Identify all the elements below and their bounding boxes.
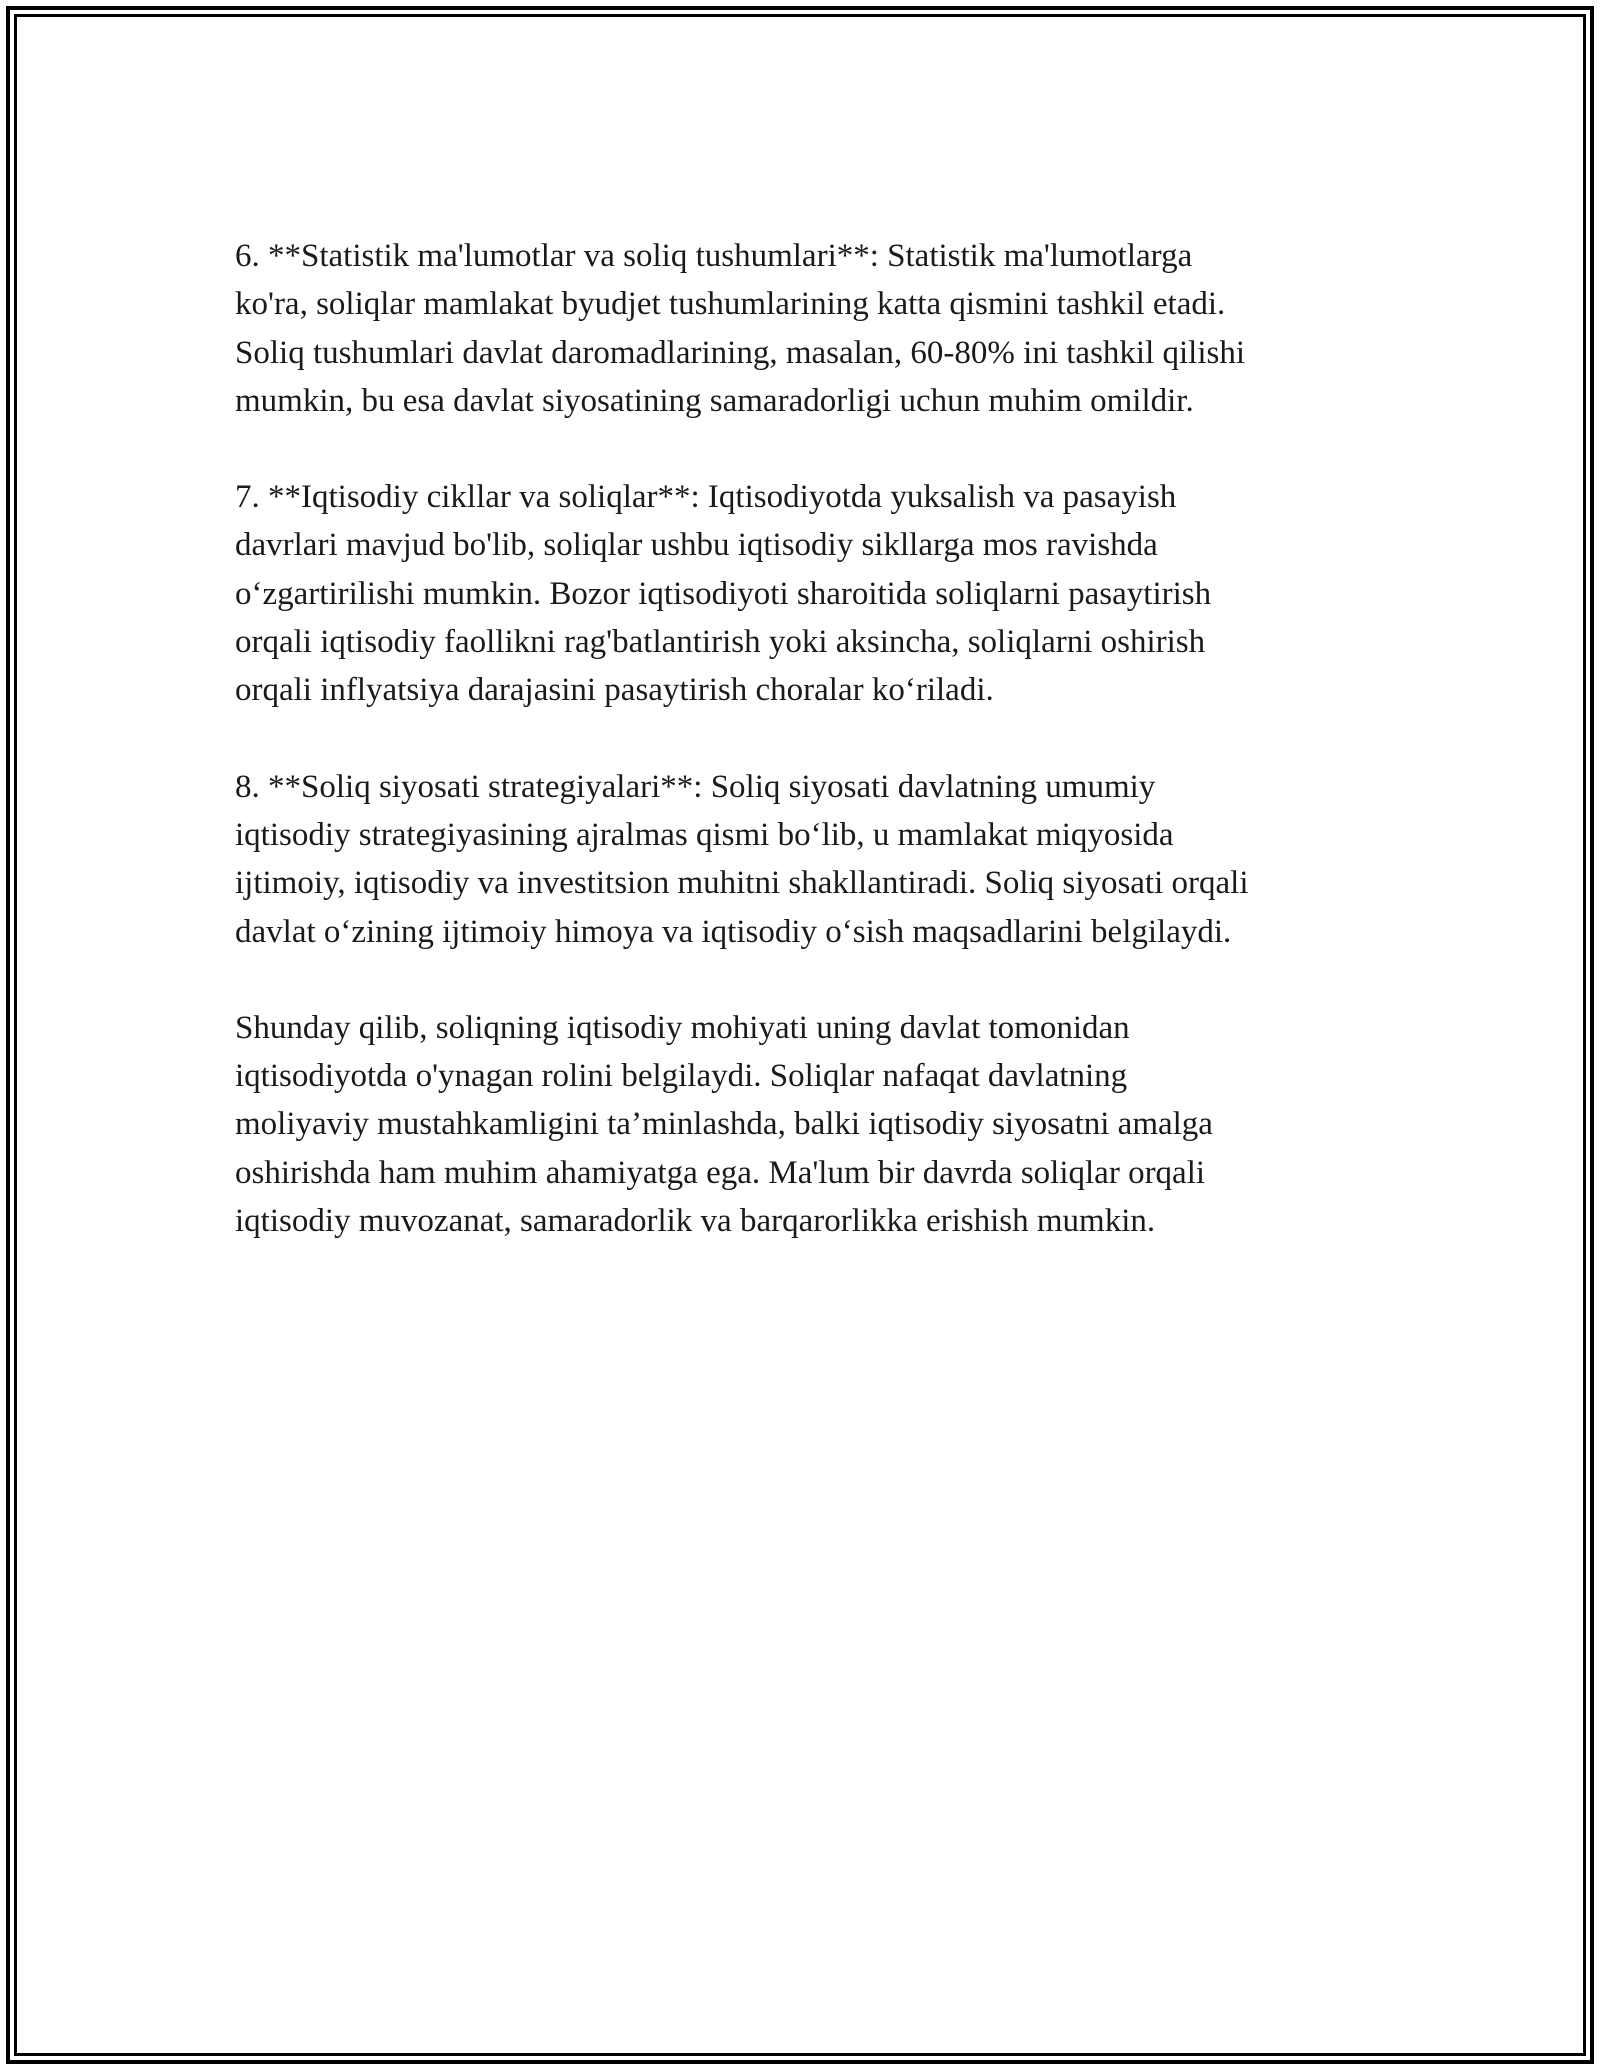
text-line: oshirishda ham muhim ahamiyatga ega. Ma'lum bir davrda soliqlar orqali: [235, 1154, 1206, 1191]
text-line: iqtisodiy strategiyasining ajralmas qismi bo‘lib, u mamlakat miqyosida: [235, 816, 1174, 853]
paragraph-statistics: [235, 232, 1385, 425]
text-line: mumkin, bu esa davlat siyosatining samaradorligi uchun muhim omildir.: [235, 382, 1194, 419]
text-line: orqali iqtisodiy faollikni rag'batlantirish yoki aksincha, soliqlarni oshirish: [235, 624, 1206, 661]
paragraph-economic-cycles: [235, 473, 1385, 714]
text-line: Shunday qilib, soliqning iqtisodiy mohiyati uning davlat tomonidan: [235, 1009, 1130, 1046]
document-body: [235, 232, 1385, 1293]
text-line: Soliq tushumlari davlat daromadlarining, masalan, 60-80% ini tashkil qilishi: [235, 334, 1246, 371]
text-line: iqtisodiy muvozanat, samaradorlik va barqarorlikka erishish mumkin.: [235, 1203, 1156, 1240]
text-line: 7. **Iqtisodiy cikllar va soliqlar**: Iqtisodiyotda yuksalish va pasayish: [235, 479, 1177, 516]
text-line: ijtimoiy, iqtisodiy va investitsion muhitni shakllantiradi. Soliq siyosati orqali: [235, 865, 1249, 902]
text-line: 6. **Statistik ma'lumotlar va soliq tushumlari**: Statistik ma'lumotlarga: [235, 238, 1193, 274]
paragraph-conclusion: [235, 1004, 1385, 1245]
text-line: 8. **Soliq siyosati strategiyalari**: Soliq siyosati davlatning umumiy: [235, 768, 1156, 805]
paragraph-tax-strategies: [235, 763, 1385, 956]
text-line: o‘zgartirilishi mumkin. Bozor iqtisodiyoti sharoitida soliqlarni pasaytirish: [235, 575, 1212, 612]
text-line: ko'ra, soliqlar mamlakat byudjet tushumlarining katta qismini tashkil etadi.: [235, 286, 1226, 323]
text-line: iqtisodiyotda o'ynagan rolini belgilaydi. Soliqlar nafaqat davlatning: [235, 1058, 1128, 1095]
text-line: orqali inflyatsiya darajasini pasaytirish choralar ko‘riladi.: [235, 672, 994, 709]
text-line: moliyaviy mustahkamligini ta’minlashda, balki iqtisodiy siyosatni amalga: [235, 1106, 1213, 1143]
text-line: davrlari mavjud bo'lib, soliqlar ushbu iqtisodiy sikllarga mos ravishda: [235, 527, 1158, 564]
text-line: davlat o‘zining ijtimoiy himoya va iqtisodiy o‘sish maqsadlarini belgilaydi.: [235, 913, 1232, 950]
